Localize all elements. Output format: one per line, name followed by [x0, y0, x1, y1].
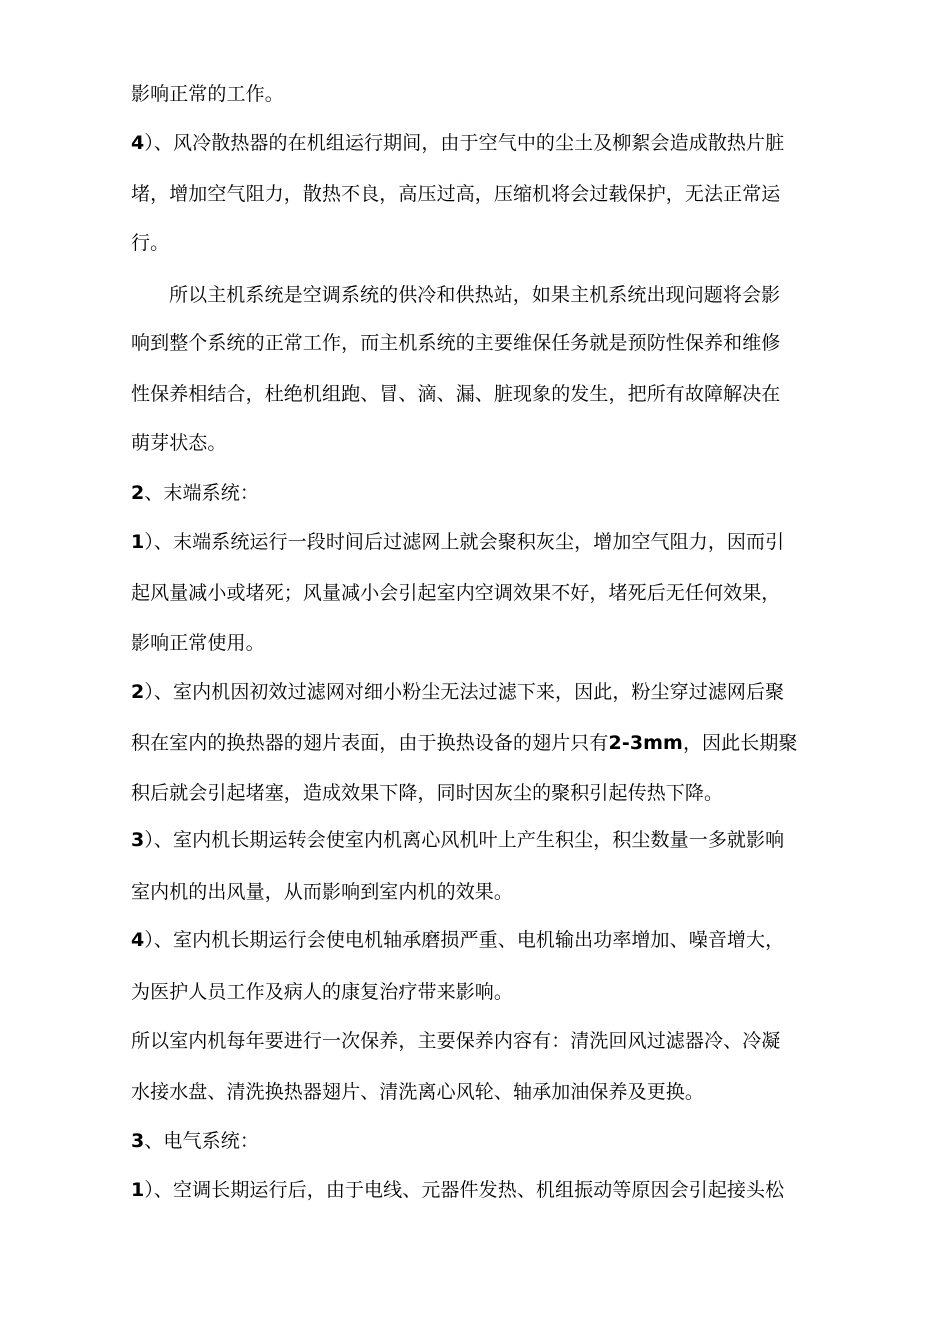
- list-number: 2: [131, 681, 145, 703]
- list-item-line: 2）、室内机因初效过滤网对细小粉尘无法过滤下来，因此，粉尘穿过滤网后聚: [131, 681, 785, 703]
- paragraph-line: 水接水盘、清洗换热器翅片、清洗离心风轮、轴承加油保养及更换。: [131, 1081, 705, 1103]
- paragraph-line: 响到整个系统的正常工作，而主机系统的主要维保任务就是预防性保养和维修: [131, 332, 781, 354]
- paragraph-line: 积后就会引起堵塞，造成效果下降，同时因灰尘的聚积引起传热下降。: [131, 782, 724, 804]
- list-number: 1: [131, 531, 145, 553]
- paragraph-line: 影响正常的工作。: [131, 83, 284, 105]
- paragraph-line: 堵，增加空气阻力，散热不良，高压过高，压缩机将会过载保护，无法正常运: [131, 183, 781, 205]
- list-number: 1: [131, 1179, 145, 1201]
- list-number: 3: [131, 829, 145, 851]
- measurement-value: 2-3mm: [608, 732, 683, 754]
- list-number: 4: [131, 929, 145, 951]
- list-item-line: 1）、末端系统运行一段时间后过滤网上就会聚积灰尘，增加空气阻力，因而引: [131, 531, 785, 553]
- section-heading: 2、末端系统：: [131, 482, 259, 504]
- list-item-line: 4）、室内机长期运行会使电机轴承磨损严重、电机输出功率增加、噪音增大，: [131, 929, 785, 951]
- paragraph-line: 为医护人员工作及病人的康复治疗带来影响。: [131, 981, 514, 1003]
- paragraph-line: 起风量减小或堵死；风量减小会引起室内空调效果不好，堵死后无任何效果，: [131, 582, 781, 604]
- paragraph-line: 积在室内的换热器的翅片表面，由于换热设备的翅片只有2-3mm，因此长期聚: [131, 732, 798, 754]
- list-item-line: 4）、风冷散热器的在机组运行期间，由于空气中的尘土及柳絮会造成散热片脏: [131, 132, 785, 154]
- section-number: 3: [131, 1130, 145, 1152]
- paragraph-first-line: 所以主机系统是空调系统的供冷和供热站，如果主机系统出现问题将会影: [169, 284, 781, 306]
- paragraph-line: 室内机的出风量，从而影响到室内机的效果。: [131, 881, 514, 903]
- list-number: 4: [131, 132, 145, 154]
- paragraph-line: 所以室内机每年要进行一次保养，主要保养内容有：清洗回风过滤器冷、冷凝: [131, 1030, 781, 1052]
- paragraph-line: 影响正常使用。: [131, 632, 265, 654]
- paragraph-line: 行。: [131, 232, 170, 254]
- list-item-line: 3）、室内机长期运转会使室内机离心风机叶上产生积尘，积尘数量一多就影响: [131, 829, 785, 851]
- section-number: 2: [131, 482, 145, 504]
- list-item-line: 1）、空调长期运行后，由于电线、元器件发热、机组振动等原因会引起接头松: [131, 1179, 785, 1201]
- paragraph-line: 性保养相结合，杜绝机组跑、冒、滴、漏、脏现象的发生，把所有故障解决在: [131, 383, 781, 405]
- section-heading: 3、电气系统：: [131, 1130, 259, 1152]
- paragraph-line: 萌芽状态。: [131, 432, 227, 454]
